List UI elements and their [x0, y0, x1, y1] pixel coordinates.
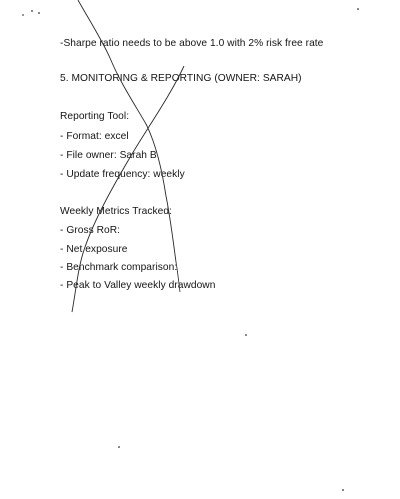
- format-line: - Format: excel: [60, 131, 129, 142]
- update-frequency-line: - Update frequency: weekly: [60, 169, 185, 180]
- drawdown-line: - Peak to Valley weekly drawdown: [60, 280, 216, 291]
- benchmark-comparison-line: - Benchmark comparison:: [60, 262, 178, 273]
- weekly-metrics-label: Weekly Metrics Tracked:: [60, 206, 172, 217]
- scan-speck: [342, 489, 344, 491]
- reporting-tool-label: Reporting Tool:: [60, 111, 130, 122]
- scan-speck: [31, 10, 33, 12]
- scan-speck: [245, 334, 247, 336]
- net-exposure-line: - Net exposure: [60, 244, 128, 255]
- scan-speck: [38, 12, 40, 14]
- scan-speck: [118, 446, 120, 448]
- section-heading: 5. MONITORING & REPORTING (OWNER: SARAH): [60, 73, 302, 84]
- file-owner-line: - File owner: Sarah B: [60, 150, 157, 161]
- sharpe-ratio-line: -Sharpe ratio needs to be above 1.0 with 2% risk free rate: [60, 38, 324, 49]
- scan-speck: [357, 8, 359, 10]
- strike-stroke-cross: [72, 66, 184, 312]
- scan-speck: [22, 14, 24, 16]
- gross-ror-line: - Gross RoR:: [60, 225, 121, 236]
